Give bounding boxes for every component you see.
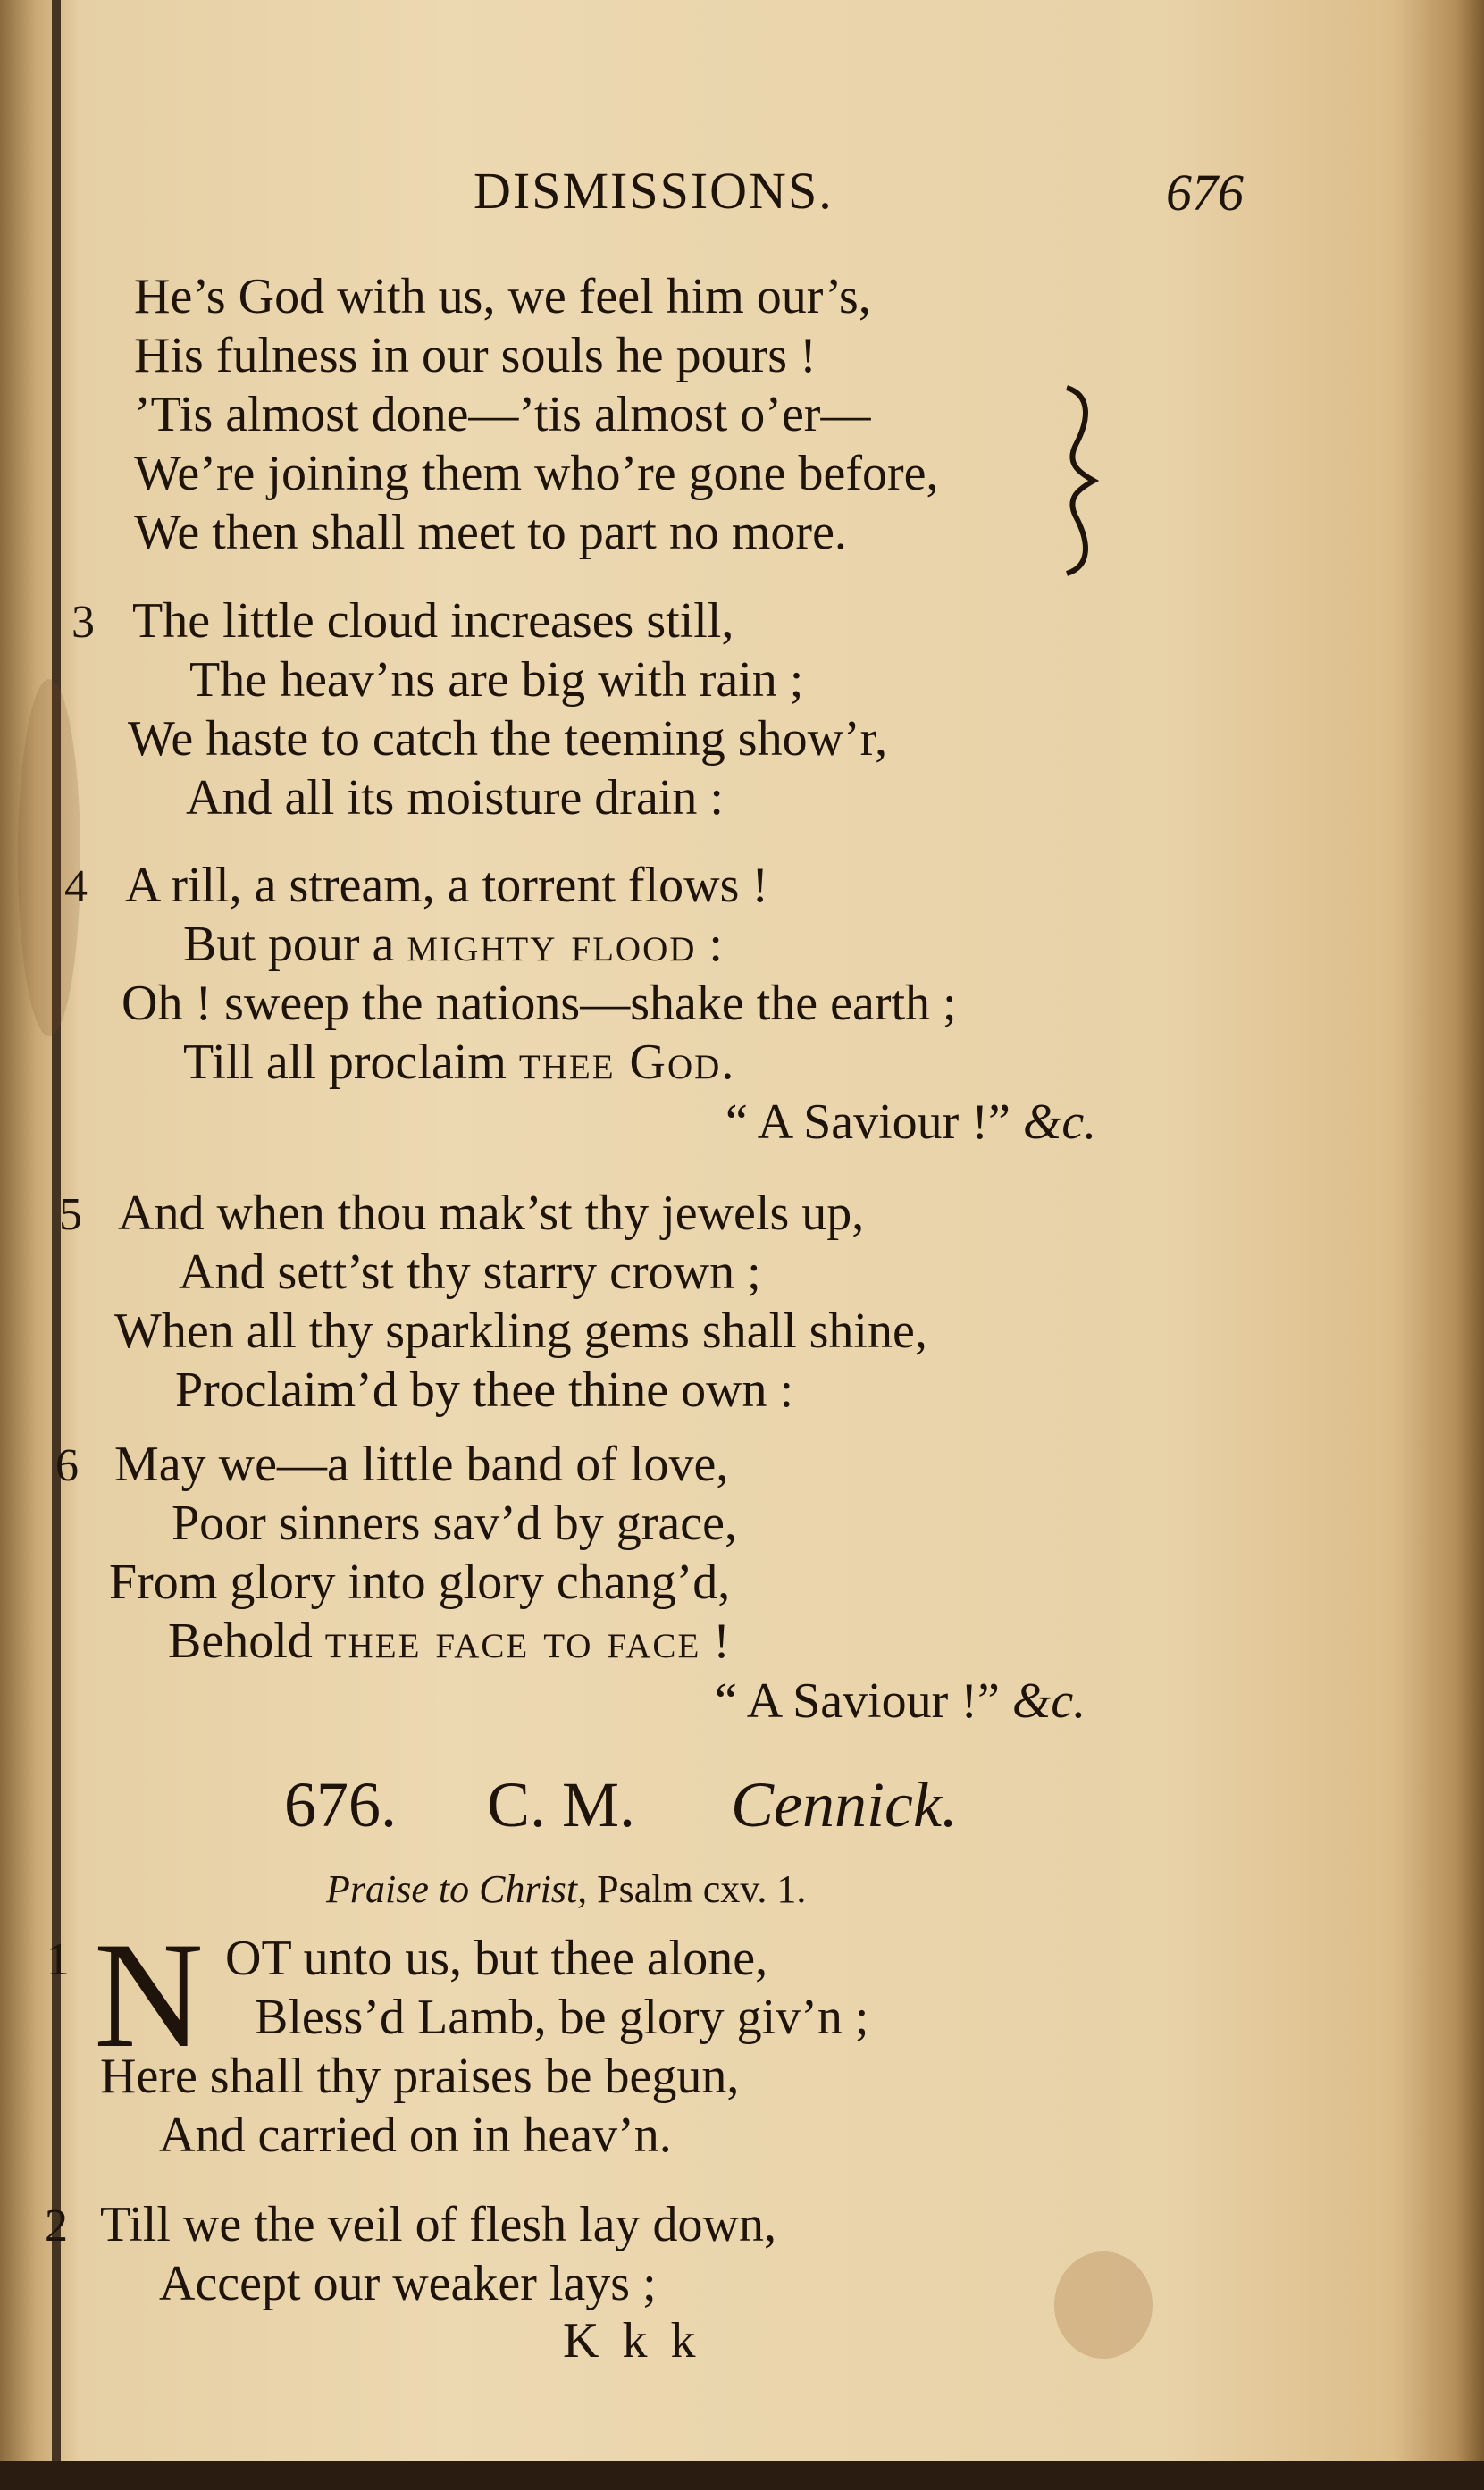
verse-line: We then shall meet to part no more. xyxy=(134,505,847,560)
signature-mark: K k k xyxy=(563,2313,701,2368)
small-caps-text: mighty flood xyxy=(407,917,697,972)
paper-stain xyxy=(18,679,80,1036)
small-caps-text: thee God. xyxy=(518,1035,736,1090)
page-number: 676 xyxy=(1166,163,1244,222)
verse-line: When all thy sparkling gems shall shine, xyxy=(114,1304,927,1359)
verse-line: We haste to catch the teeming show’r, xyxy=(128,711,888,767)
refrain-line xyxy=(725,1095,1096,1149)
verse-line: The little cloud increases still, xyxy=(132,593,734,649)
verse-line: He’s God with us, we feel him our’s, xyxy=(134,269,871,324)
hymn-author: Cennick. xyxy=(731,1769,958,1840)
subtitle-reference: Psalm cxv. 1. xyxy=(587,1867,807,1911)
verse-line xyxy=(183,1035,735,1089)
verse-line: A rill, a stream, a torrent flows ! xyxy=(125,858,769,913)
refrain-text: “ A Saviour !” xyxy=(715,1673,1012,1729)
refrain-line xyxy=(715,1674,1086,1728)
verse-line: Oh ! sweep the nations—shake the earth ; xyxy=(122,976,957,1031)
small-caps-text: thee face to face xyxy=(324,1614,701,1669)
verse-line: Till we the veil of flesh lay down, xyxy=(100,2197,776,2252)
verse-line: And sett’st thy starry crown ; xyxy=(179,1245,761,1300)
verse-text: : xyxy=(696,917,723,972)
verse-text: Behold xyxy=(168,1614,325,1669)
verse-number: 5 xyxy=(59,1189,82,1240)
verse-text: But pour a xyxy=(183,917,407,972)
verse-line: Proclaim’d by thee thine own : xyxy=(175,1362,794,1418)
paper-stain xyxy=(1054,2251,1153,2359)
verse-line: From glory into glory chang’d, xyxy=(109,1555,731,1610)
verse-line: And when thou mak’st thy jewels up, xyxy=(118,1186,865,1241)
refrain-text: “ A Saviour !” xyxy=(725,1094,1023,1150)
page-bottom-edge xyxy=(0,2461,1484,2490)
verse-line: Accept our weaker lays ; xyxy=(159,2256,657,2311)
verse-line: ’Tis almost done—’tis almost o’er— xyxy=(134,387,871,442)
brace-mark xyxy=(1054,382,1108,579)
verse-line xyxy=(183,918,723,971)
verse-text: ! xyxy=(700,1614,730,1669)
subtitle-title: Praise to Christ, xyxy=(326,1867,588,1911)
verse-number: 3 xyxy=(71,597,95,648)
verse-number: 6 xyxy=(55,1440,79,1491)
refrain-etc: &c. xyxy=(1011,1673,1086,1729)
verse-number: 1 xyxy=(46,1934,70,1985)
verse-line: Here shall thy praises be begun, xyxy=(100,2049,740,2104)
verse-line: OT unto us, but thee alone, xyxy=(225,1931,768,1986)
verse-line: We’re joining them who’re gone before, xyxy=(134,446,939,501)
verse-number: 4 xyxy=(64,861,88,912)
running-header: DISMISSIONS. xyxy=(474,162,834,220)
verse-line: His fulness in our souls he pours ! xyxy=(134,328,817,383)
spine-shadow xyxy=(52,0,61,2490)
verse-number: 2 xyxy=(45,2201,68,2251)
verse-line: May we—a little band of love, xyxy=(114,1437,729,1492)
hymn-subtitle xyxy=(326,1867,806,1912)
verse-text: Till all proclaim xyxy=(183,1035,519,1090)
verse-line: Bless’d Lamb, be glory giv’n ; xyxy=(255,1990,869,2045)
hymn-meter: C. M. xyxy=(487,1769,636,1840)
verse-line: The heav’ns are big with rain ; xyxy=(189,652,804,708)
verse-line xyxy=(168,1614,730,1668)
verse-line: And all its moisture drain : xyxy=(186,770,724,826)
verse-line: And carried on in heav’n. xyxy=(159,2108,672,2163)
drop-cap: N xyxy=(94,1911,204,2079)
refrain-etc: &c. xyxy=(1022,1094,1097,1150)
hymn-number: 676. xyxy=(284,1769,397,1840)
verse-line: Poor sinners sav’d by grace, xyxy=(172,1496,737,1551)
